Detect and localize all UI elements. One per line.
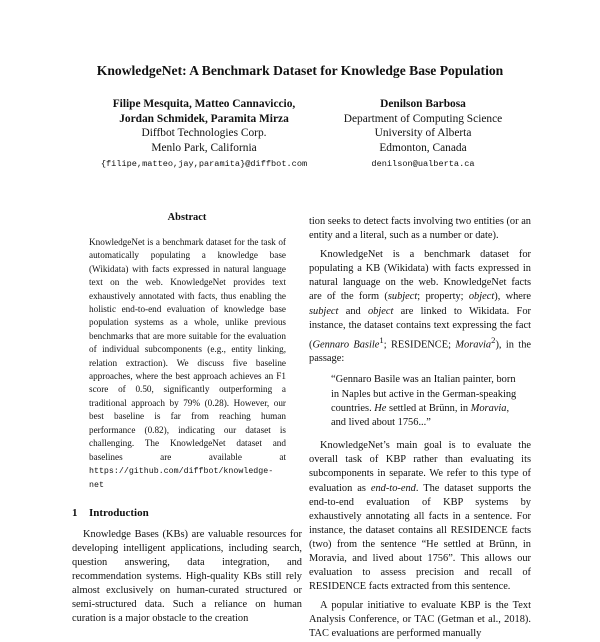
text-run: are linked to Wikidata. For instance, the dataset contains text expressing the fact ( bbox=[309, 305, 531, 351]
text-run: ; bbox=[448, 339, 456, 351]
text-run: facts extracted from this sentence. bbox=[366, 581, 511, 593]
author-email: denilson@ualberta.ca bbox=[371, 159, 475, 169]
object-term: object bbox=[367, 305, 394, 317]
section-number: 1 bbox=[72, 506, 78, 519]
abstract-text bbox=[89, 236, 286, 493]
end-to-end-term: end-to-end bbox=[370, 482, 416, 494]
author-block-diffbot bbox=[70, 97, 338, 173]
text-run: ; bbox=[383, 339, 391, 351]
entity-gennaro-basile: Gennaro Basile bbox=[312, 339, 380, 351]
quote-pronoun-he: He bbox=[374, 402, 387, 414]
subject-term: subject bbox=[309, 305, 339, 317]
author-names-line-1: Filipe Mesquita, Matteo Cannaviccio, bbox=[112, 98, 296, 110]
paper-title: KnowledgeNet: A Benchmark Dataset for Knowledge Base Population bbox=[96, 63, 504, 78]
example-passage-quote bbox=[331, 373, 519, 430]
abstract-heading: Abstract bbox=[167, 212, 207, 223]
text-run: KnowledgeNet’s main goal is to evaluate the overall task of KBP rather than evaluating its subcomponents in separate. We refer to this type of evaluation as bbox=[309, 440, 531, 494]
subject-term: subject bbox=[387, 291, 418, 303]
author-department: Department of Computing Science bbox=[343, 112, 503, 125]
text-run: ), in the passage: bbox=[309, 339, 532, 365]
introduction-paragraph: Knowledge Bases (KBs) are valuable resources for developing intelligent applications, including search, question answering, data integration, and recommendation systems. High-quality KBs still rely almost exclusively on human-curated structured or semi-structured data. Such a reliance on human curation is a major obstacle to the creation bbox=[72, 528, 302, 625]
paragraph-main-goal bbox=[309, 439, 531, 594]
text-run: facts (two) from the sentence “He settled at Brünn, in Moravia, and lived about 1756”. This allows our evaluation to assess precision and recall of bbox=[309, 524, 532, 579]
section-heading-introduction bbox=[72, 506, 302, 520]
text-run: settled at Brünn, in bbox=[386, 402, 471, 414]
author-names-line-2: Jordan Schmidek, Paramita Mirza bbox=[119, 112, 289, 125]
abstract-body-text: KnowledgeNet is a benchmark dataset for the task of automatically populating a knowledge base (Wikidata) with facts expressed in natural language text on the web. KnowledgeNet provides text exhaustively annotated with facts, thus enabling the holistic end-to-end evaluation of knowledge base population systems as a whole, unlike previous benchmarks that are more suitable for the evaluation of individual subcomponents (e.g., entity linking, relation extraction). We discuss five baseline approaches, where the best approach achieves an F1 score of 0.50, significantly outperforming a traditional approach by 79% (0.28). However, our best baseline is far from reaching human performance (0.82), indicating our dataset is challenging. The KnowledgeNet dataset and baselines are available at bbox=[89, 237, 286, 462]
paragraph-continuation: tion seeks to detect facts involving two entities (or an entity and a literal, such as a number or date). bbox=[309, 216, 531, 242]
text-run: KnowledgeNet is a benchmark dataset for populating a KB (Wikidata) with facts expressed in natural language on the web. KnowledgeNet facts are of the form ( bbox=[309, 249, 531, 303]
text-run: ; property; bbox=[417, 291, 469, 303]
relation-residence: RESIDENCE bbox=[390, 339, 449, 351]
text-run: , and lived about 1756...” bbox=[331, 402, 510, 429]
section-title: Introduction bbox=[89, 506, 149, 519]
text-run: . The dataset supports the end-to-end evaluation of KBP systems by exhaustively annotating all facts in a sentence. For instance, the dataset contains all bbox=[309, 482, 531, 536]
footnote-marker: 2 bbox=[491, 334, 496, 345]
paragraph-dataset-description bbox=[309, 248, 531, 366]
relation-residence: RESIDENCE bbox=[309, 581, 367, 593]
author-affiliation: University of Alberta bbox=[374, 127, 472, 139]
author-affiliation: Diffbot Technologies Corp. bbox=[141, 127, 267, 139]
text-run: and bbox=[338, 305, 368, 317]
footnote-marker: 1 bbox=[379, 334, 384, 345]
author-location: Edmonton, Canada bbox=[379, 141, 467, 154]
quote-moravia: Moravia bbox=[470, 402, 507, 414]
left-column bbox=[72, 211, 302, 626]
right-column bbox=[309, 215, 531, 642]
author-location: Menlo Park, California bbox=[151, 141, 257, 154]
text-run: “Gennaro Basile was an Italian painter, born in Naples but active in the German-speaking countries. bbox=[331, 374, 517, 414]
relation-residence: RESIDENCE bbox=[450, 524, 508, 536]
text-run: ), where bbox=[494, 291, 531, 303]
author-email: {filipe,matteo,jay,paramita}@diffbot.com bbox=[100, 159, 308, 169]
entity-moravia: Moravia bbox=[455, 339, 492, 351]
author-block-alberta bbox=[318, 97, 528, 173]
author-name: Denilson Barbosa bbox=[380, 98, 466, 110]
abstract-url: https://github.com/diffbot/knowledge-net bbox=[89, 466, 274, 491]
paragraph-tac: A popular initiative to evaluate KBP is the Text Analysis Conference, or TAC (Getman et al., 2018). TAC evaluations are performed manually bbox=[309, 600, 531, 640]
object-term: object bbox=[468, 291, 495, 303]
